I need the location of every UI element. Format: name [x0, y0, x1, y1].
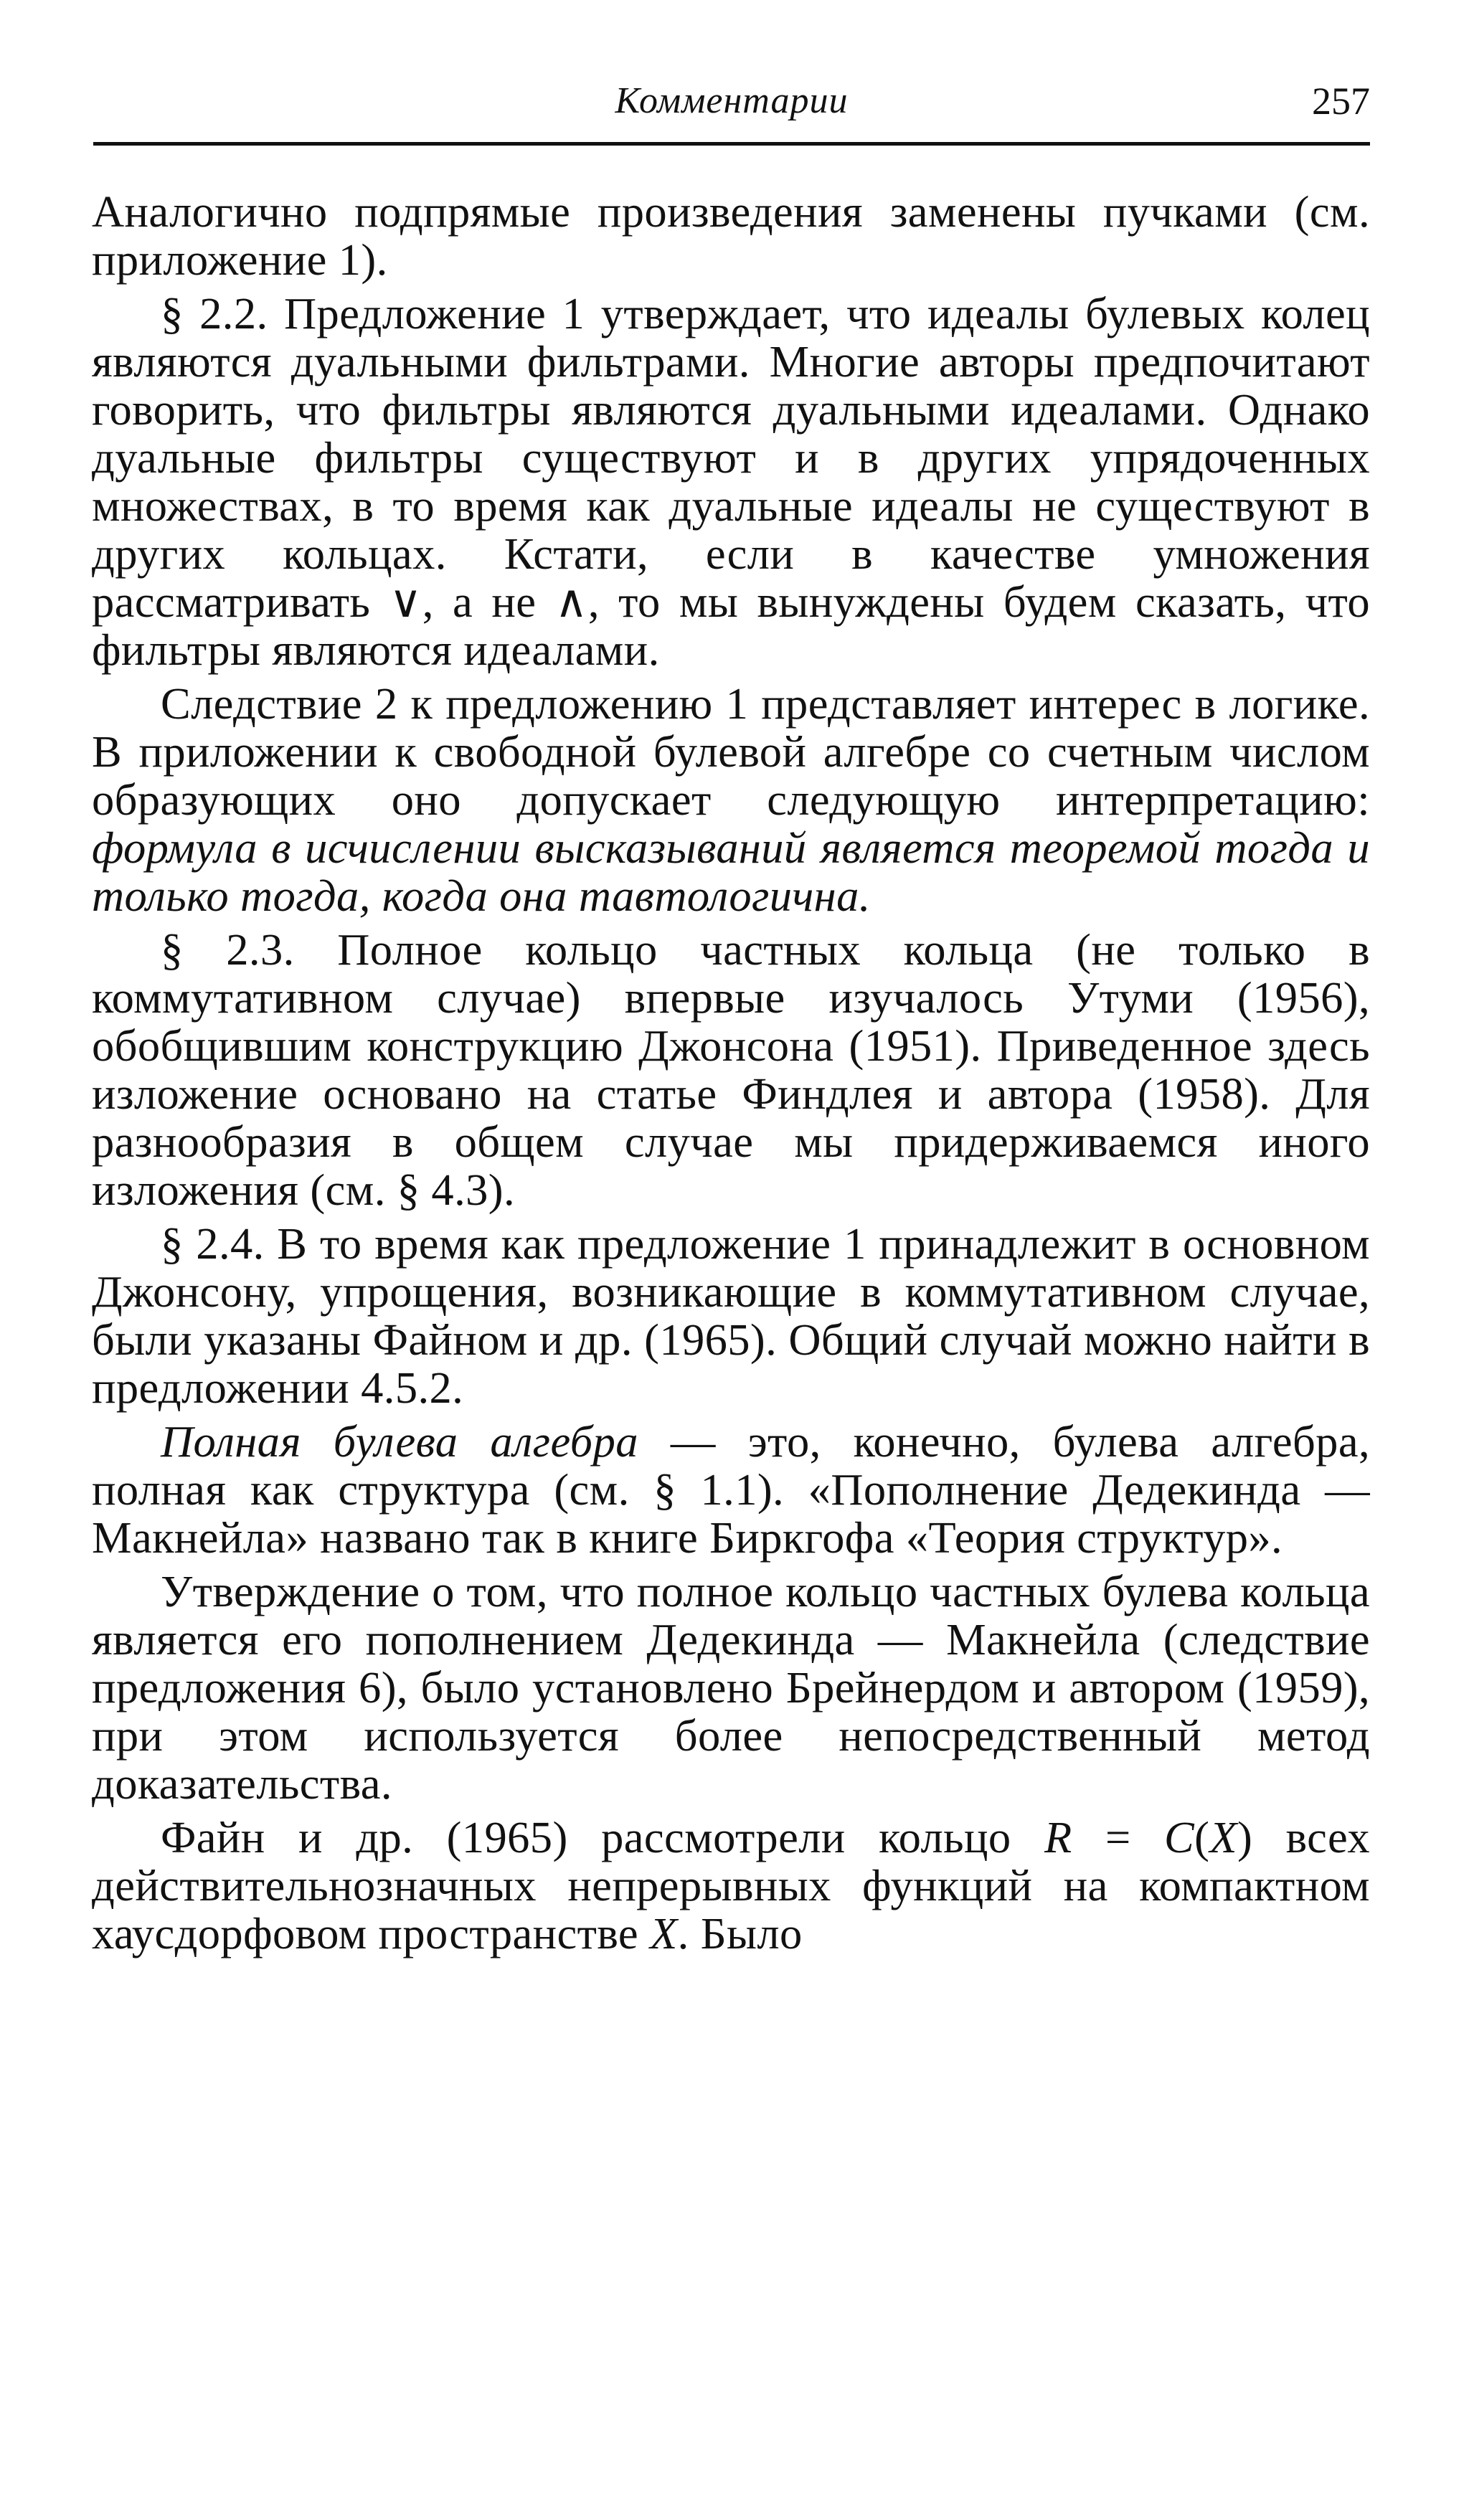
- paragraph-6-italic-term: Полная булева алгебра: [161, 1416, 638, 1467]
- math-R: R: [1044, 1812, 1072, 1862]
- paragraph-dedekind-macneille: [92, 1568, 1370, 1808]
- running-head: [93, 69, 1370, 133]
- paragraph-8-text-c: (: [1194, 1812, 1210, 1862]
- paragraph-5-text: § 2.4. В то время как предложение 1 принадлежит в основном Джонсону, упрощения, возникающие в коммутативном случае, были указаны Файном и др. (1965). Общий случай можно найти в предложении 4.5.2.: [92, 1218, 1370, 1413]
- paragraph-6-text: — это, конечно, булева алгебра, полная как структура (см. § 1.1). «Пополнение Дедекинда — Макнейла» названо так в книге Биркгофа «Теория структур».: [92, 1416, 1370, 1563]
- header-rule: [93, 142, 1370, 146]
- paragraph-section-2-2: [92, 290, 1370, 674]
- math-X: X: [1209, 1812, 1237, 1862]
- paragraph-3-italic-text: формула в исчислении высказываний является теоремой тогда и только тогда, когда она тавтологична.: [92, 823, 1370, 921]
- paragraph-section-2-4: [92, 1220, 1370, 1412]
- paragraph-1: [92, 188, 1370, 284]
- paragraph-2-text: § 2.2. Предложение 1 утверждает, что идеалы булевых колец являются дуальными фильтрами. Многие авторы предпочитают говорить, что фильтры являются дуальными идеалами. Однако дуальные фильтры существуют и в других упрядоченных множествах, в то время как дуальные идеалы не существуют в других кольцах. Кстати, если в качестве умножения рассматривать ∨, а не ∧, то мы вынуждены будем сказать, что фильтры являются идеалами.: [92, 288, 1370, 675]
- paragraph-section-2-3: [92, 926, 1370, 1214]
- paragraph-8-text-a: Файн и др. (1965) рассмотрели кольцо: [161, 1812, 1044, 1862]
- math-X-space: X: [650, 1908, 678, 1958]
- paragraph-7-text: Утверждение о том, что полное кольцо частных булева кольца является его пополнением Дедекинда — Макнейла (следствие предложения 6), было установлено Брейнердом и автором (1959), при этом используется более непосредственный метод доказательства.: [92, 1566, 1370, 1809]
- paragraph-3-text: Следствие 2 к предложению 1 представляет интерес в логике. В приложении к свободной булевой алгебре со счетным числом образующих оно допускает следующую интерпретацию:: [92, 678, 1370, 825]
- paragraph-8-text-e: . Было: [677, 1908, 803, 1958]
- paragraph-8-text-d: ) всех действительнозначных непрерывных функций на компактном хаусдорфовом пространстве: [92, 1812, 1371, 1958]
- paragraph-corollary-2: [92, 680, 1370, 920]
- running-title: Комментарии: [615, 80, 849, 121]
- paragraph-fine-et-al: [92, 1814, 1370, 1958]
- page-number: 257: [1312, 80, 1370, 123]
- paragraph-8-text-b: =: [1072, 1812, 1165, 1862]
- paragraph-complete-boolean-algebra: [92, 1418, 1370, 1562]
- body-text: [92, 188, 1370, 1964]
- paragraph-1-text: Аналогично подпрямые произведения заменены пучками (см. приложение 1).: [92, 186, 1370, 285]
- paragraph-4-text: § 2.3. Полное кольцо частных кольца (не только в коммутативном случае) впервые изучалось Утуми (1956), обобщившим конструкцию Джонсона (1951). Приведенное здесь изложение основано на статье Финдлея и автора (1958). Для разнообразия в общем случае мы придерживаемся иного изложения (см. § 4.3).: [92, 924, 1370, 1215]
- math-C: C: [1164, 1812, 1195, 1862]
